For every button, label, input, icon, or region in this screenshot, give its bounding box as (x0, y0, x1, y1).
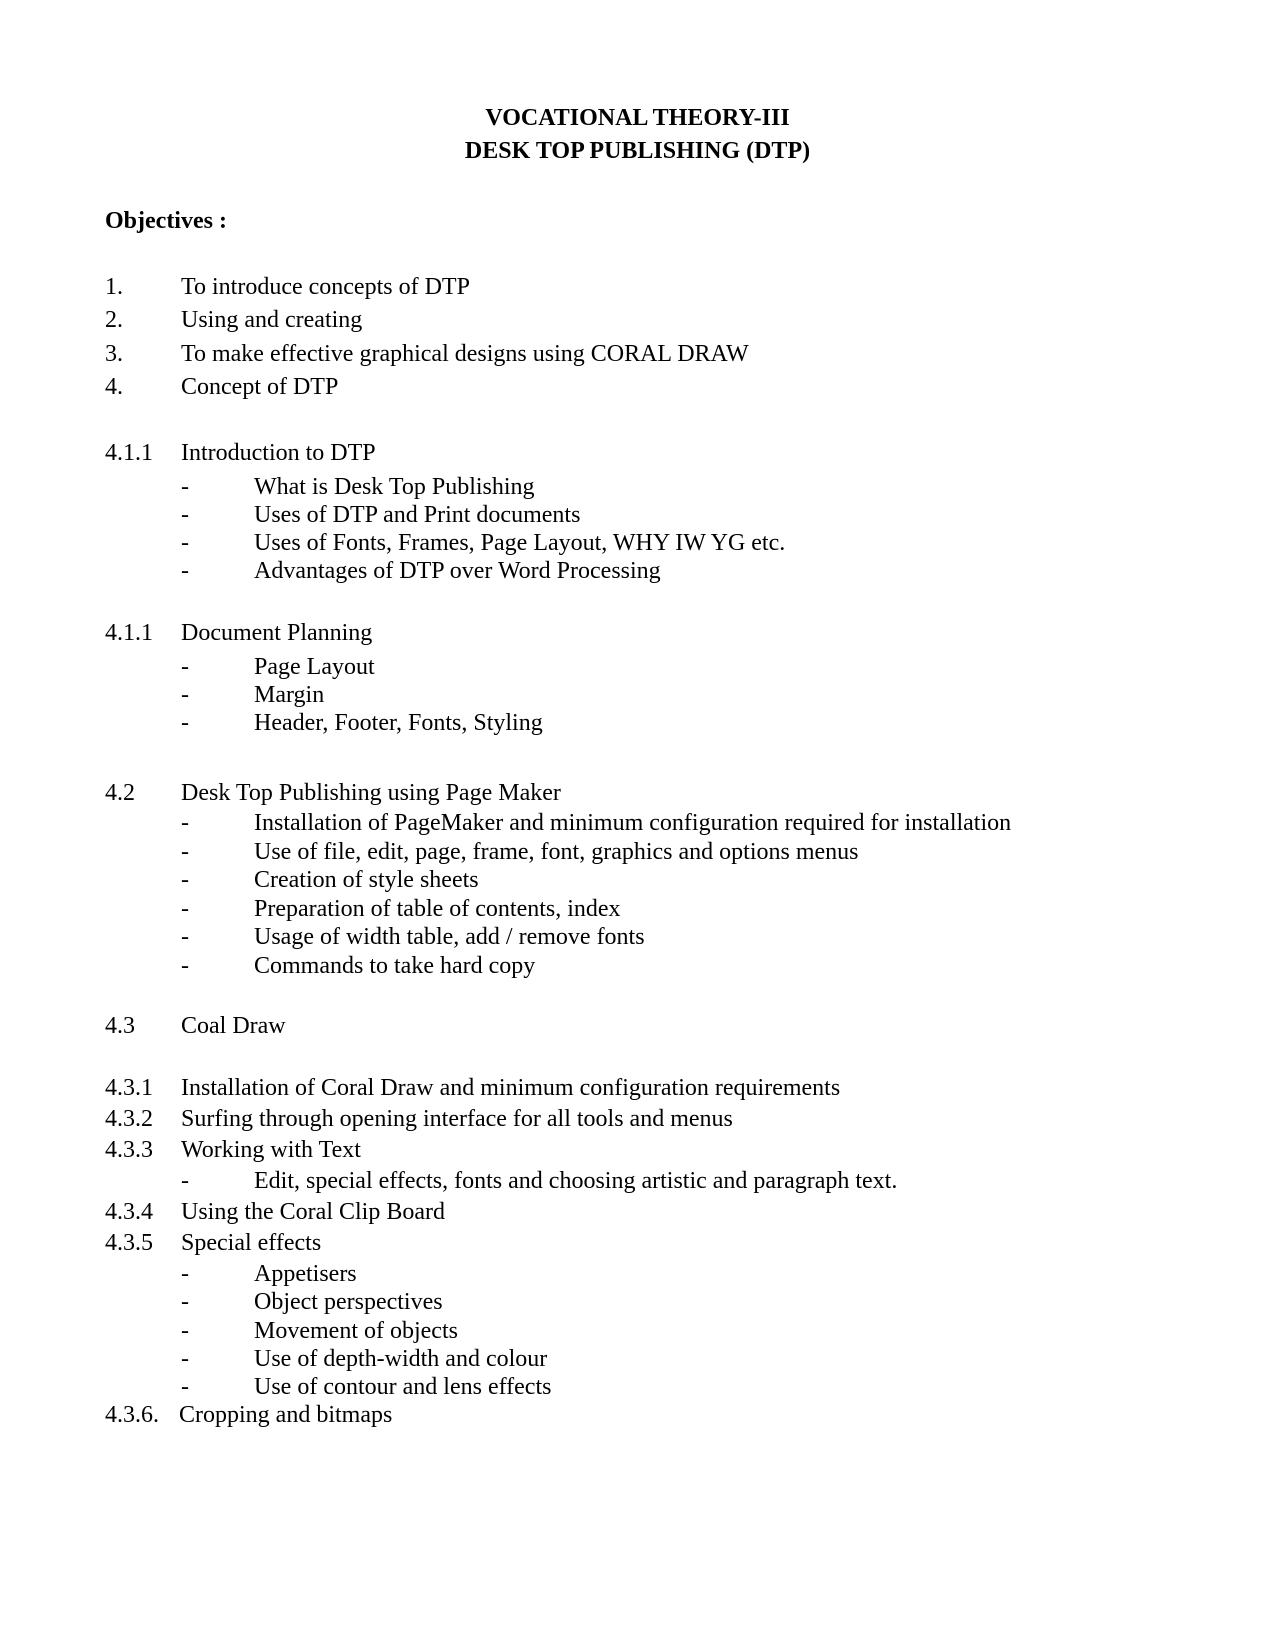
bullet-text: Uses of DTP and Print documents (254, 502, 581, 528)
dash-bullet: - (181, 896, 189, 922)
bullet-text: Advantages of DTP over Word Processing (254, 558, 661, 584)
section-number: 4.3.1 (105, 1075, 153, 1101)
objective-text: To introduce concepts of DTP (181, 274, 470, 300)
dash-bullet: - (181, 530, 189, 556)
bullet-text: Use of contour and lens effects (254, 1374, 552, 1400)
dash-bullet: - (181, 682, 189, 708)
dash-bullet: - (181, 502, 189, 528)
dash-bullet: - (181, 953, 189, 979)
section-title: Coal Draw (181, 1013, 286, 1039)
dash-bullet: - (181, 710, 189, 736)
bullet-text: Use of file, edit, page, frame, font, graphics and options menus (254, 839, 859, 865)
dash-bullet: - (181, 810, 189, 836)
objective-number: 1. (105, 274, 123, 300)
objective-number: 3. (105, 341, 123, 367)
section-number: 4.3.6. (105, 1402, 159, 1428)
section-number: 4.3.4 (105, 1199, 153, 1225)
objective-number: 4. (105, 374, 123, 400)
bullet-text: Installation of PageMaker and minimum configuration required for installation (254, 810, 1012, 836)
section-number: 4.3.5 (105, 1230, 153, 1256)
bullet-text: Page Layout (254, 654, 375, 680)
section-number: 4.3.3 (105, 1137, 153, 1163)
section-number: 4.1.1 (105, 620, 153, 646)
dash-bullet: - (181, 1374, 189, 1400)
bullet-text: Margin (254, 682, 325, 708)
dash-bullet: - (181, 654, 189, 680)
section-number: 4.3.2 (105, 1106, 153, 1132)
dash-bullet: - (181, 1168, 189, 1194)
bullet-text: Appetisers (254, 1261, 357, 1287)
objectives-heading: Objectives : (105, 208, 227, 234)
section-title: Using the Coral Clip Board (181, 1199, 445, 1225)
bullet-text: Edit, special effects, fonts and choosing artistic and paragraph text. (254, 1168, 898, 1194)
dash-bullet: - (181, 558, 189, 584)
dash-bullet: - (181, 474, 189, 500)
section-title: Document Planning (181, 620, 373, 646)
section-title: Installation of Coral Draw and minimum configuration requirements (181, 1075, 841, 1101)
section-number: 4.2 (105, 780, 135, 806)
section-title: Cropping and bitmaps (179, 1402, 393, 1428)
section-title: Surfing through opening interface for all tools and menus (181, 1106, 733, 1132)
section-title: Desk Top Publishing using Page Maker (181, 780, 561, 806)
objective-number: 2. (105, 307, 123, 333)
section-number: 4.1.1 (105, 440, 153, 466)
document-title-line2: DESK TOP PUBLISHING (DTP) (464, 138, 811, 164)
objective-text: Using and creating (181, 307, 363, 333)
bullet-text: Use of depth-width and colour (254, 1346, 548, 1372)
section-title: Working with Text (181, 1137, 361, 1163)
bullet-text: What is Desk Top Publishing (254, 474, 535, 500)
bullet-text: Object perspectives (254, 1289, 443, 1315)
section-title: Special effects (181, 1230, 322, 1256)
dash-bullet: - (181, 839, 189, 865)
section-title: Introduction to DTP (181, 440, 376, 466)
bullet-text: Creation of style sheets (254, 867, 479, 893)
dash-bullet: - (181, 867, 189, 893)
dash-bullet: - (181, 1289, 189, 1315)
bullet-text: Commands to take hard copy (254, 953, 536, 979)
objective-text: To make effective graphical designs using CORAL DRAW (181, 341, 749, 367)
bullet-text: Uses of Fonts, Frames, Page Layout, WHY IW YG etc. (254, 530, 786, 556)
bullet-text: Usage of width table, add / remove fonts (254, 924, 645, 950)
bullet-text: Header, Footer, Fonts, Styling (254, 710, 543, 736)
dash-bullet: - (181, 1318, 189, 1344)
dash-bullet: - (181, 924, 189, 950)
bullet-text: Movement of objects (254, 1318, 458, 1344)
bullet-text: Preparation of table of contents, index (254, 896, 621, 922)
section-number: 4.3 (105, 1013, 135, 1039)
document-title-line1: VOCATIONAL THEORY-III (485, 105, 790, 131)
dash-bullet: - (181, 1261, 189, 1287)
dash-bullet: - (181, 1346, 189, 1372)
objective-text: Concept of DTP (181, 374, 339, 400)
